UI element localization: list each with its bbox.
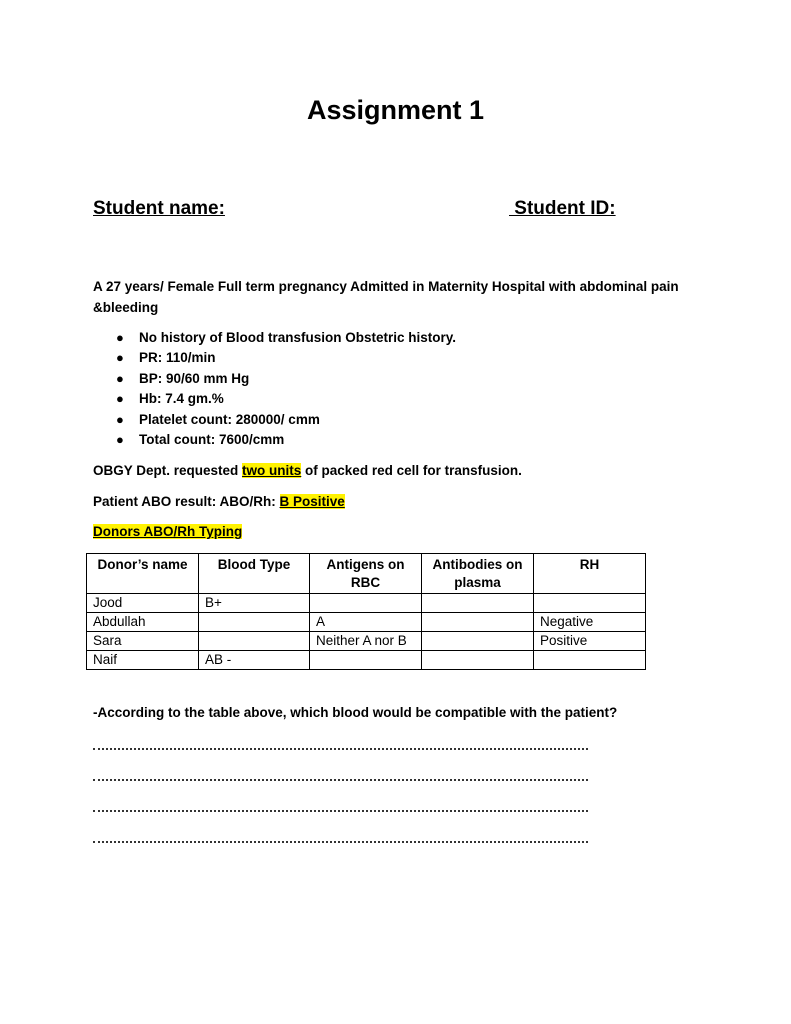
highlight-two-units: two units [242,463,302,478]
bullet-icon: ● [116,391,124,407]
donors-table [86,553,646,670]
cell-blood-type [199,632,310,651]
answer-line-2[interactable] [93,779,588,781]
column-header-antibodies: Antibodies on plasma [422,554,534,594]
cell-donor-name: Sara [87,632,199,651]
cell-donor-name: Jood [87,594,199,613]
table-row [87,594,646,613]
answer-line-4[interactable] [93,841,588,843]
answer-line-3[interactable] [93,810,588,812]
cell-blood-type: AB - [199,651,310,670]
cell-blood-type [199,613,310,632]
bullet-icon: ● [116,350,124,366]
cell-antibodies [422,651,534,670]
cell-antigens [310,651,422,670]
donors-heading: Donors ABO/Rh Typing [93,524,243,539]
column-header-rh: RH [534,554,646,594]
transfusion-request: OBGY Dept. requested two units of packed red cell for transfusion. [93,463,522,478]
cell-antibodies [422,632,534,651]
list-item: ● Hb: 7.4 gm.% [93,389,456,409]
history-list [93,328,456,450]
cell-antibodies [422,613,534,632]
bullet-icon: ● [116,411,124,427]
compatibility-question: -According to the table above, which blood would be compatible with the patient? [93,705,618,720]
case-description: A 27 years/ Female Full term pregnancy Admitted in Maternity Hospital with abdominal pain &bleeding [93,279,679,315]
list-item: ● BP: 90/60 mm Hg [93,369,456,389]
cell-rh: Positive [534,632,646,651]
cell-donor-name: Naif [87,651,199,670]
cell-blood-type: B+ [199,594,310,613]
list-item: ● No history of Blood transfusion Obstetric history. [93,328,456,348]
table-row [87,651,646,670]
bullet-icon: ● [116,370,124,386]
bullet-icon: ● [116,330,124,345]
highlight-b-positive: B Positive [279,494,345,509]
answer-line-1[interactable] [93,748,588,750]
list-item: ● Total count: 7600/cmm [93,430,456,450]
table-header-row [87,554,646,594]
cell-rh [534,594,646,613]
column-header-donor-name: Donor’s name [87,554,199,594]
cell-rh: Negative [534,613,646,632]
cell-antibodies [422,594,534,613]
patient-abo-result: Patient ABO result: ABO/Rh: B Positive [93,494,345,509]
page-title: Assignment 1 [306,95,485,125]
column-header-antigens: Antigens on RBC [310,554,422,594]
list-item: ● PR: 110/min [93,348,456,368]
cell-antigens: A [310,613,422,632]
table-row [87,613,646,632]
table-row [87,632,646,651]
column-header-blood-type: Blood Type [199,554,310,594]
cell-antigens [310,594,422,613]
bullet-icon: ● [116,431,124,447]
cell-rh [534,651,646,670]
list-item: ● Platelet count: 280000/ cmm [93,410,456,430]
student-id-label: Student ID: [509,198,616,219]
cell-antigens: Neither A nor B [310,632,422,651]
cell-donor-name: Abdullah [87,613,199,632]
student-name-label: Student name: [93,198,225,219]
